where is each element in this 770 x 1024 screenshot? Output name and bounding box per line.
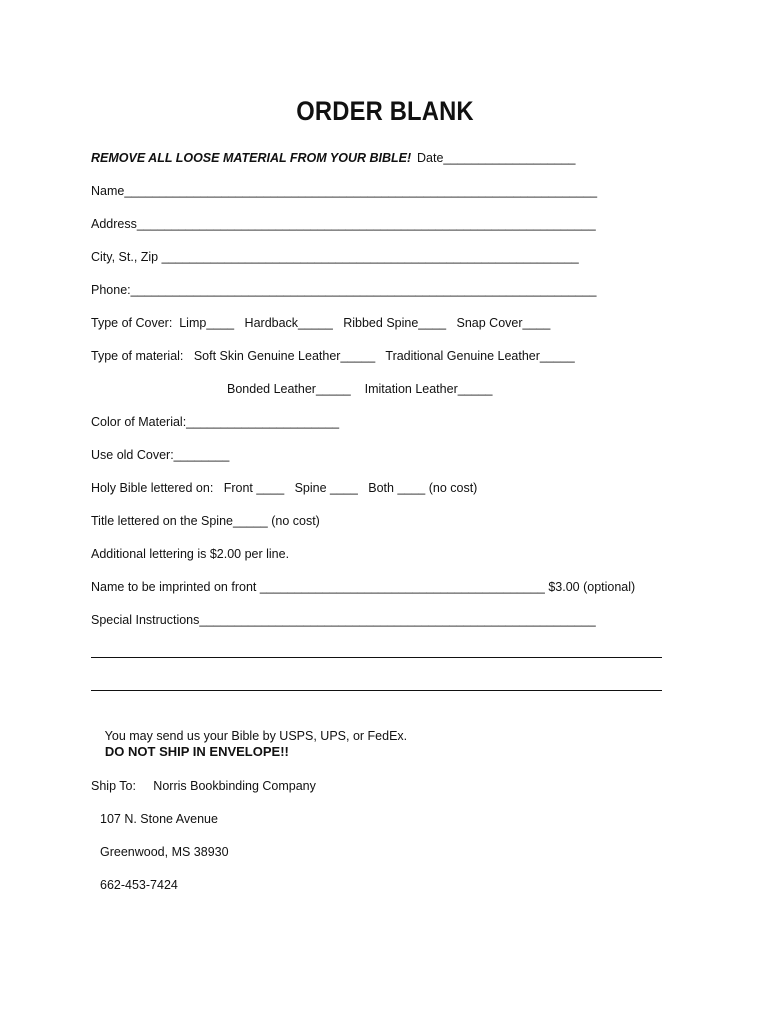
use-old-cover-field[interactable]: Use old Cover:________ [91,448,230,462]
phone-field[interactable]: Phone:___________________________________________________________________ [91,283,597,297]
material-color-field[interactable]: Color of Material:______________________ [91,415,340,429]
name-imprint-field[interactable]: Name to be imprinted on front _________________________________________ $3.00 (optional) [91,580,636,594]
material-type-options-2[interactable]: Bonded Leather_____ Imitation Leather_____ [227,382,493,396]
ship-to-label: Ship To: Norris Bookbinding Company [91,779,316,793]
warning-text: REMOVE ALL LOOSE MATERIAL FROM YOUR BIBLE! [91,151,412,165]
special-instructions-field[interactable]: Special Instructions_________________________________________________________ [91,613,596,627]
holy-bible-lettering-options[interactable]: Holy Bible lettered on: Front ____ Spine ____ Both ____ (no cost) [91,481,478,495]
shipping-note-text: You may send us your Bible by USPS, UPS, or FedEx. [104,729,408,743]
additional-lettering-note: Additional lettering is $2.00 per line. [91,547,290,561]
ship-to-phone: 662-453-7424 [100,878,178,892]
shipping-warning: DO NOT SHIP IN ENVELOPE!! [104,744,289,759]
page-title: ORDER BLANK [296,96,474,126]
date-field[interactable]: Date___________________ [417,151,576,165]
title-lettering-field[interactable]: Title lettered on the Spine_____ (no cost) [91,514,320,528]
cover-type-options[interactable]: Type of Cover: Limp____ Hardback_____ Ribbed Spine____ Snap Cover____ [91,316,551,330]
ship-to-city: Greenwood, MS 38930 [100,845,229,859]
ship-to-street: 107 N. Stone Avenue [100,812,218,826]
material-type-options[interactable]: Type of material: Soft Skin Genuine Leather_____ Traditional Genuine Leather_____ [91,349,575,363]
city-state-zip-field[interactable]: City, St., Zip ____________________________________________________________ [91,250,579,264]
shipping-note [91,712,407,776]
instructions-line-1[interactable] [91,657,662,658]
instructions-line-2[interactable] [91,690,662,691]
name-field[interactable]: Name____________________________________________________________________ [91,184,598,198]
address-field[interactable]: Address__________________________________________________________________ [91,217,596,231]
